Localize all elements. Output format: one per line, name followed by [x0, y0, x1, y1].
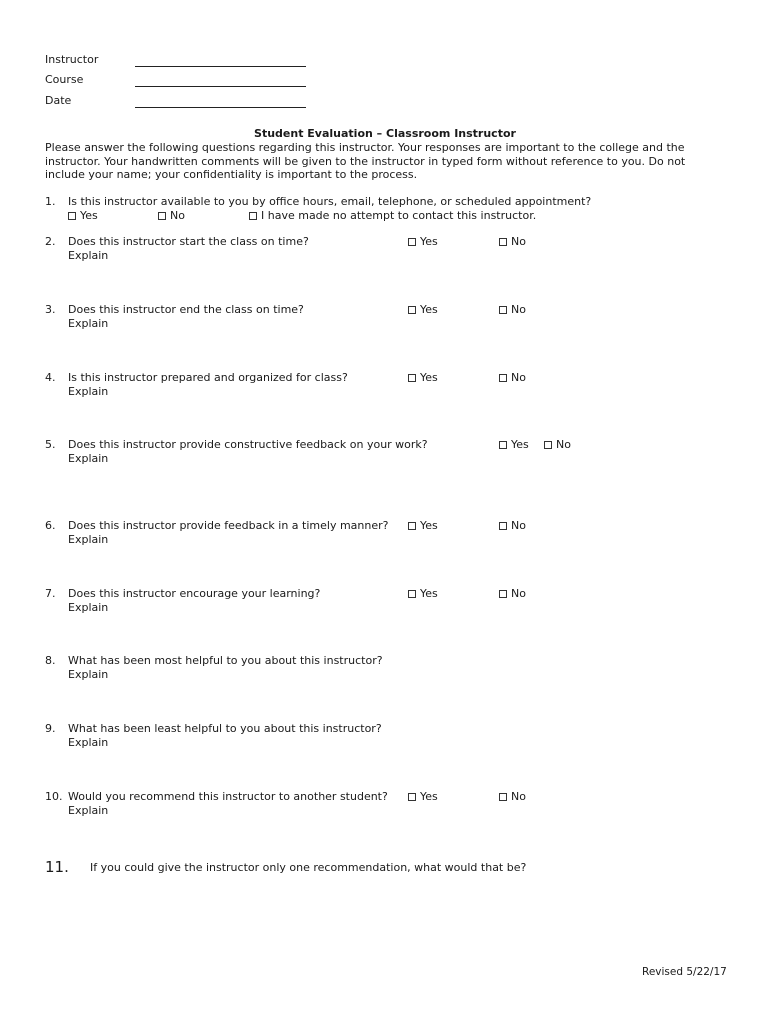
q2-explain-label: Explain [68, 249, 109, 262]
checkbox-icon [499, 306, 507, 314]
q3-yes-option[interactable]: Yes [408, 303, 438, 317]
q1-no-option[interactable]: No [158, 209, 185, 223]
q9-number: 9. [45, 722, 56, 735]
q6-explain-label: Explain [68, 533, 109, 546]
q5-text: Does this instructor provide constructive feedback on your work? [68, 438, 428, 451]
checkbox-icon [68, 212, 76, 220]
q10-explain-label: Explain [68, 804, 109, 817]
q8-number: 8. [45, 654, 56, 667]
instructor-label: Instructor [45, 53, 99, 66]
course-field[interactable] [135, 73, 306, 87]
q1-no-attempt-option[interactable]: I have made no attempt to contact this instructor. [249, 209, 536, 223]
q7-text: Does this instructor encourage your learning? [68, 587, 321, 600]
checkbox-icon [499, 441, 507, 449]
q2-no-option[interactable]: No [499, 235, 526, 249]
checkbox-icon [158, 212, 166, 220]
checkbox-icon [408, 590, 416, 598]
checkbox-icon [408, 306, 416, 314]
q4-number: 4. [45, 371, 56, 384]
q3-text: Does this instructor end the class on time? [68, 303, 304, 316]
q8-text: What has been most helpful to you about this instructor? [68, 654, 383, 667]
q4-no-option[interactable]: No [499, 371, 526, 385]
q3-explain-label: Explain [68, 317, 109, 330]
date-label: Date [45, 94, 72, 107]
date-field[interactable] [135, 94, 306, 108]
checkbox-icon [408, 238, 416, 246]
q4-text: Is this instructor prepared and organized for class? [68, 371, 348, 384]
q1-number: 1. [45, 195, 56, 208]
q7-no-option[interactable]: No [499, 587, 526, 601]
page-title: Student Evaluation – Classroom Instructor [254, 127, 516, 140]
q10-number: 10. [45, 790, 63, 803]
q4-explain-label: Explain [68, 385, 109, 398]
q11-text: If you could give the instructor only one recommendation, what would that be? [90, 861, 527, 874]
checkbox-icon [408, 374, 416, 382]
q7-number: 7. [45, 587, 56, 600]
revised-date: Revised 5/22/17 [642, 966, 727, 978]
q3-number: 3. [45, 303, 56, 316]
q9-explain-label: Explain [68, 736, 109, 749]
q3-no-option[interactable]: No [499, 303, 526, 317]
checkbox-icon [544, 441, 552, 449]
q2-number: 2. [45, 235, 56, 248]
q7-yes-option[interactable]: Yes [408, 587, 438, 601]
q9-text: What has been least helpful to you about this instructor? [68, 722, 382, 735]
q1-text: Is this instructor available to you by office hours, email, telephone, or scheduled appointment? [68, 195, 592, 208]
checkbox-icon [499, 374, 507, 382]
q2-text: Does this instructor start the class on time? [68, 235, 309, 248]
checkbox-icon [499, 793, 507, 801]
q2-yes-option[interactable]: Yes [408, 235, 438, 249]
q5-no-option[interactable]: No [544, 438, 571, 452]
q8-explain-label: Explain [68, 668, 109, 681]
q7-explain-label: Explain [68, 601, 109, 614]
q6-text: Does this instructor provide feedback in a timely manner? [68, 519, 389, 532]
q6-number: 6. [45, 519, 56, 532]
q10-no-option[interactable]: No [499, 790, 526, 804]
q1-yes-option[interactable]: Yes [68, 209, 98, 223]
q11-number: 11. [45, 858, 69, 876]
q5-yes-option[interactable]: Yes [499, 438, 529, 452]
q5-explain-label: Explain [68, 452, 109, 465]
course-label: Course [45, 73, 84, 86]
q6-yes-option[interactable]: Yes [408, 519, 438, 533]
q6-no-option[interactable]: No [499, 519, 526, 533]
instructor-field[interactable] [135, 53, 306, 67]
intro-paragraph: Please answer the following questions regarding this instructor. Your responses are important to the college and the instructor. Your handwritten comments will be given to the instructor in typed form without reference to you. Do not include your name; your confidentiality is important to the process. [45, 141, 686, 181]
checkbox-icon [408, 793, 416, 801]
q5-number: 5. [45, 438, 56, 451]
checkbox-icon [408, 522, 416, 530]
q4-yes-option[interactable]: Yes [408, 371, 438, 385]
checkbox-icon [499, 522, 507, 530]
checkbox-icon [499, 238, 507, 246]
checkbox-icon [499, 590, 507, 598]
q10-text: Would you recommend this instructor to another student? [68, 790, 388, 803]
q10-yes-option[interactable]: Yes [408, 790, 438, 804]
checkbox-icon [249, 212, 257, 220]
